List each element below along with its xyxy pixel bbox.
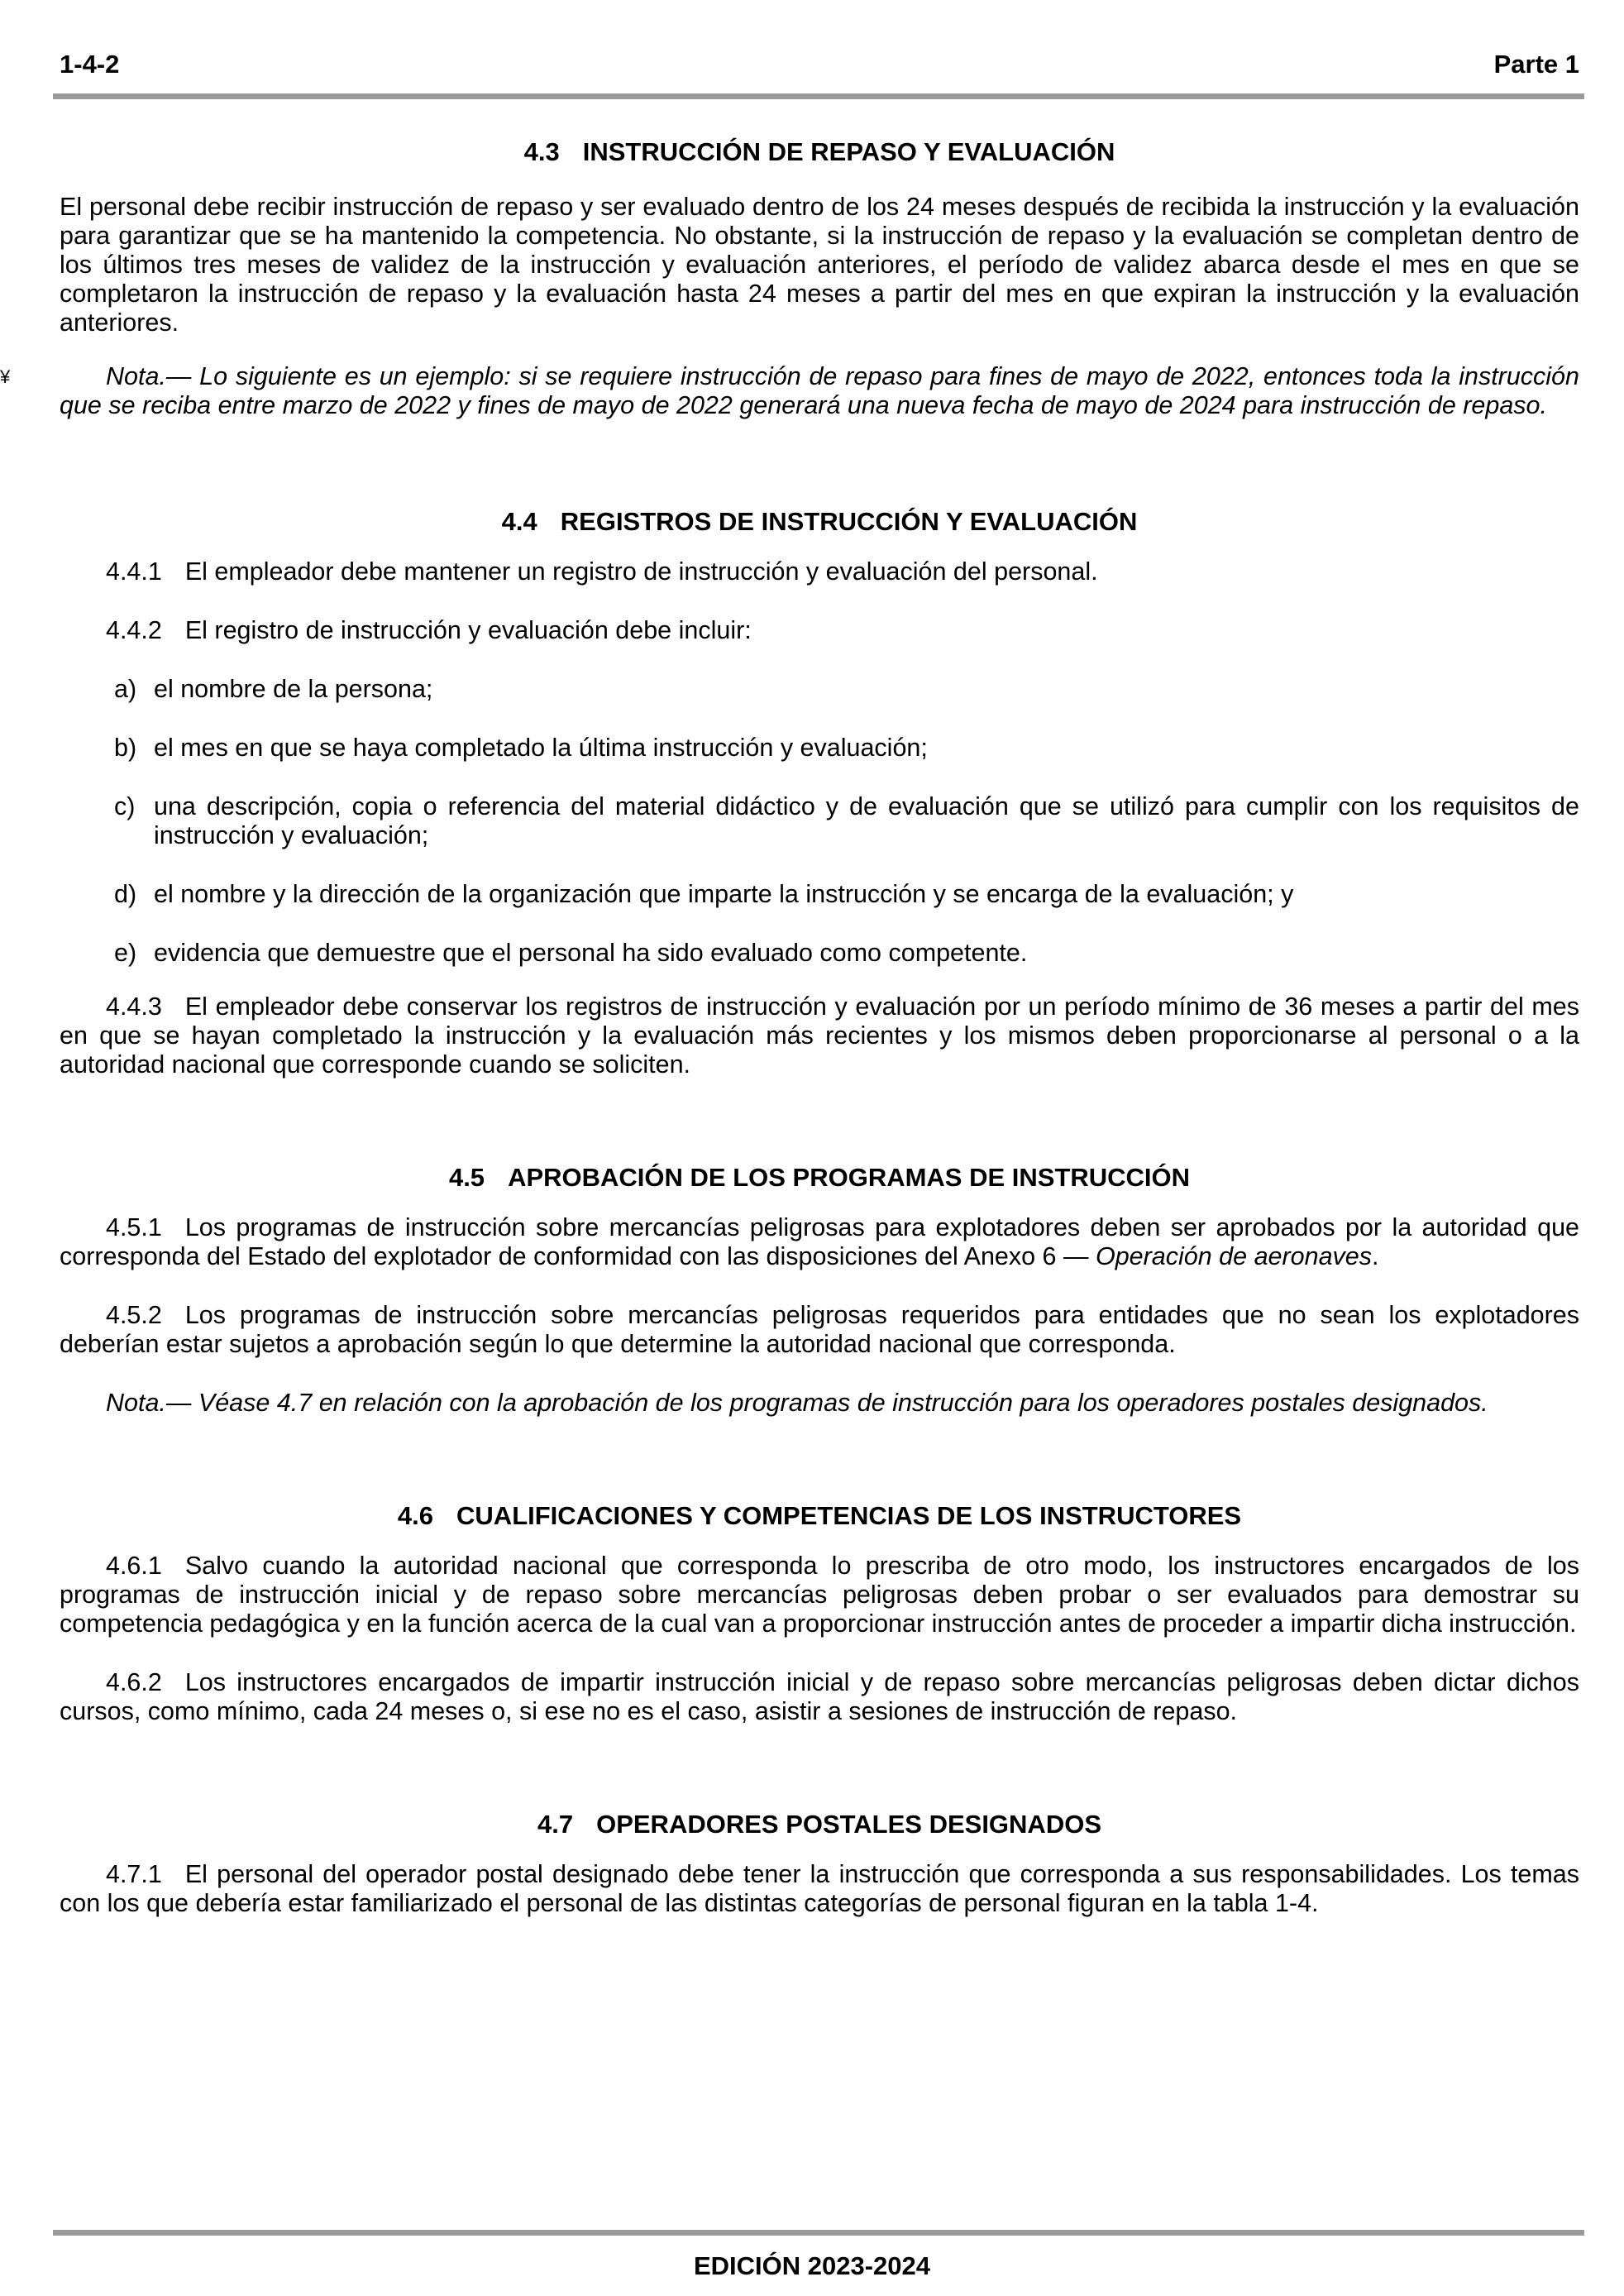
paragraph-4-7-1 (60, 1860, 1579, 1918)
list-label: a) (114, 675, 137, 703)
paragraph-number: 4.5.2 (106, 1301, 162, 1329)
paragraph-text: El empleador debe mantener un registro de instrucción y evaluación del personal. (184, 557, 1098, 586)
list-text: el nombre y la dirección de la organización que imparte la instrucción y se encarga de la evaluación; y (154, 880, 1294, 908)
paragraph-number: 4.4.2 (106, 616, 162, 644)
paragraph-text: El registro de instrucción y evaluación debe incluir: (184, 616, 752, 644)
paragraph-4-5-1 (60, 1213, 1579, 1271)
note-label: Nota.— (106, 1389, 192, 1417)
paragraph-text: Los programas de instrucción sobre mercancías peligrosas para explotadores deben ser aprobados por la autoridad que corresponda del Estado del explotador de conformidad con las disposiciones del Anexo 6 — (60, 1213, 1579, 1270)
footer-rule (53, 2230, 1584, 2236)
paragraph-number: 4.4.1 (106, 557, 162, 586)
paragraph-4-4-2 (60, 616, 1579, 645)
section-title: OPERADORES POSTALES DESIGNADOS (596, 1810, 1101, 1839)
section-number: 4.6 (397, 1501, 434, 1530)
list-label: d) (114, 880, 137, 908)
section-title: APROBACIÓN DE LOS PROGRAMAS DE INSTRUCCIÓN (508, 1163, 1191, 1192)
paragraph-number: 4.5.1 (106, 1213, 162, 1241)
list-item (60, 792, 1579, 850)
section-heading-4-3 (60, 136, 1579, 168)
paragraph-text: Los instructores encargados de impartir instrucción inicial y de repaso sobre mercancías peligrosas deben dictar dichos cursos, como mínimo, cada 24 meses o, si ese no es el caso, asistir a sesiones de instrucción de repaso. (60, 1668, 1579, 1725)
paragraph-number: 4.4.3 (106, 993, 162, 1021)
list-text: el mes en que se haya completado la última instrucción y evaluación; (154, 734, 928, 762)
paragraph-4-4-3 (60, 993, 1579, 1079)
paragraph-4-4-1 (60, 557, 1579, 586)
note-text: Véase 4.7 en relación con la aprobación de los programas de instrucción para los operadores postales designados. (191, 1389, 1488, 1417)
section-number: 4.7 (537, 1810, 574, 1839)
section-title: CUALIFICACIONES Y COMPETENCIAS DE LOS INSTRUCTORES (456, 1501, 1242, 1530)
paragraph-4-6-2 (60, 1668, 1579, 1726)
section-number: 4.4 (501, 507, 537, 536)
annex-title: Operación de aeronaves (1095, 1242, 1373, 1270)
part-label: Parte 1 (1493, 50, 1579, 79)
list-text: evidencia que demuestre que el personal ha sido evaluado como competente. (154, 939, 1028, 967)
paragraph-text: Salvo cuando la autoridad nacional que corresponda lo prescriba de otro modo, los instructores encargados de los programas de instrucción inicial y de repaso sobre mercancías peligrosas deben probar o ser evaluados para demostrar su competencia pedagógica y en la función acerca de la cual van a proporcionar instrucción antes de proceder a impartir dicha instrucción. (60, 1552, 1579, 1638)
section-number: 4.3 (523, 137, 560, 166)
change-bar-mark: ¥ (0, 366, 11, 387)
header-rule (53, 93, 1584, 99)
paragraph-number: 4.6.2 (106, 1668, 162, 1696)
list-item (60, 675, 1579, 704)
paragraph-4-5-2 (60, 1301, 1579, 1359)
note-text: Lo siguiente es un ejemplo: si se requiere instrucción de repaso para fines de mayo de 2022, entonces toda la instrucción que se reciba entre marzo de 2022 y fines de mayo de 2022 generará una nueva fecha de mayo de 2024 para instrucción de repaso. (60, 362, 1579, 419)
page-header (60, 50, 1579, 83)
section-number: 4.5 (448, 1163, 485, 1192)
paragraph-text: Los programas de instrucción sobre mercancías peligrosas requeridos para entidades que no sean los explotadores deberían estar sujetos a aprobación según lo que determine la autoridad nacional que corresponda. (60, 1301, 1579, 1358)
paragraph-text: El personal del operador postal designado debe tener la instrucción que corresponda a sus responsabilidades. Los temas con los que debería estar familiarizado el personal de las distintas categorías de personal figuran en la tabla 1-4. (60, 1860, 1579, 1917)
paragraph-number: 4.7.1 (106, 1860, 162, 1888)
section-heading-4-5 (60, 1162, 1579, 1193)
paragraph-number: 4.6.1 (106, 1552, 162, 1580)
note-4-3 (60, 362, 1579, 420)
list-text: el nombre de la persona; (154, 675, 433, 703)
list-label: e) (114, 939, 137, 967)
section-heading-4-4 (60, 506, 1579, 538)
list-item (60, 939, 1579, 968)
paragraph-end: . (1372, 1242, 1379, 1270)
section-heading-4-6 (60, 1500, 1579, 1532)
list-item (60, 734, 1579, 763)
paragraph-text: El empleador debe conservar los registros de instrucción y evaluación por un período mínimo de 36 meses a partir del mes en que se hayan completado la instrucción y la evaluación más recientes y los mismos deben proporcionarse al personal o a la autoridad nacional que corresponde cuando se soliciten. (60, 993, 1579, 1079)
section-title: REGISTROS DE INSTRUCCIÓN Y EVALUACIÓN (560, 507, 1138, 536)
note-label: Nota.— (106, 362, 192, 390)
edition-footer: EDICIÓN 2023-2024 (693, 2251, 931, 2280)
document-body (60, 136, 1579, 1918)
section-title: INSTRUCCIÓN DE REPASO Y EVALUACIÓN (582, 137, 1115, 166)
list-item (60, 880, 1579, 909)
section-heading-4-7 (60, 1809, 1579, 1840)
page-number: 1-4-2 (60, 50, 120, 79)
paragraph-4-6-1 (60, 1552, 1579, 1638)
list-label: b) (114, 734, 137, 762)
note-4-5 (60, 1389, 1579, 1418)
paragraph-4-3: El personal debe recibir instrucción de repaso y ser evaluado dentro de los 24 meses después de recibida la instrucción y la evaluación para garantizar que se ha mantenido la competencia. No obstante, si la instrucción de repaso y la evaluación se completan dentro de los últimos tres meses de validez de la instrucción y evaluación anteriores, el período de validez abarca desde el mes en que se completaron la instrucción de repaso y la evaluación hasta 24 meses a partir del mes en que expiran la instrucción y la evaluación anteriores. (60, 193, 1579, 337)
list-text: una descripción, copia o referencia del material didáctico y de evaluación que se utilizó para cumplir con los requisitos de instrucción y evaluación; (154, 792, 1579, 849)
list-label: c) (114, 792, 136, 820)
